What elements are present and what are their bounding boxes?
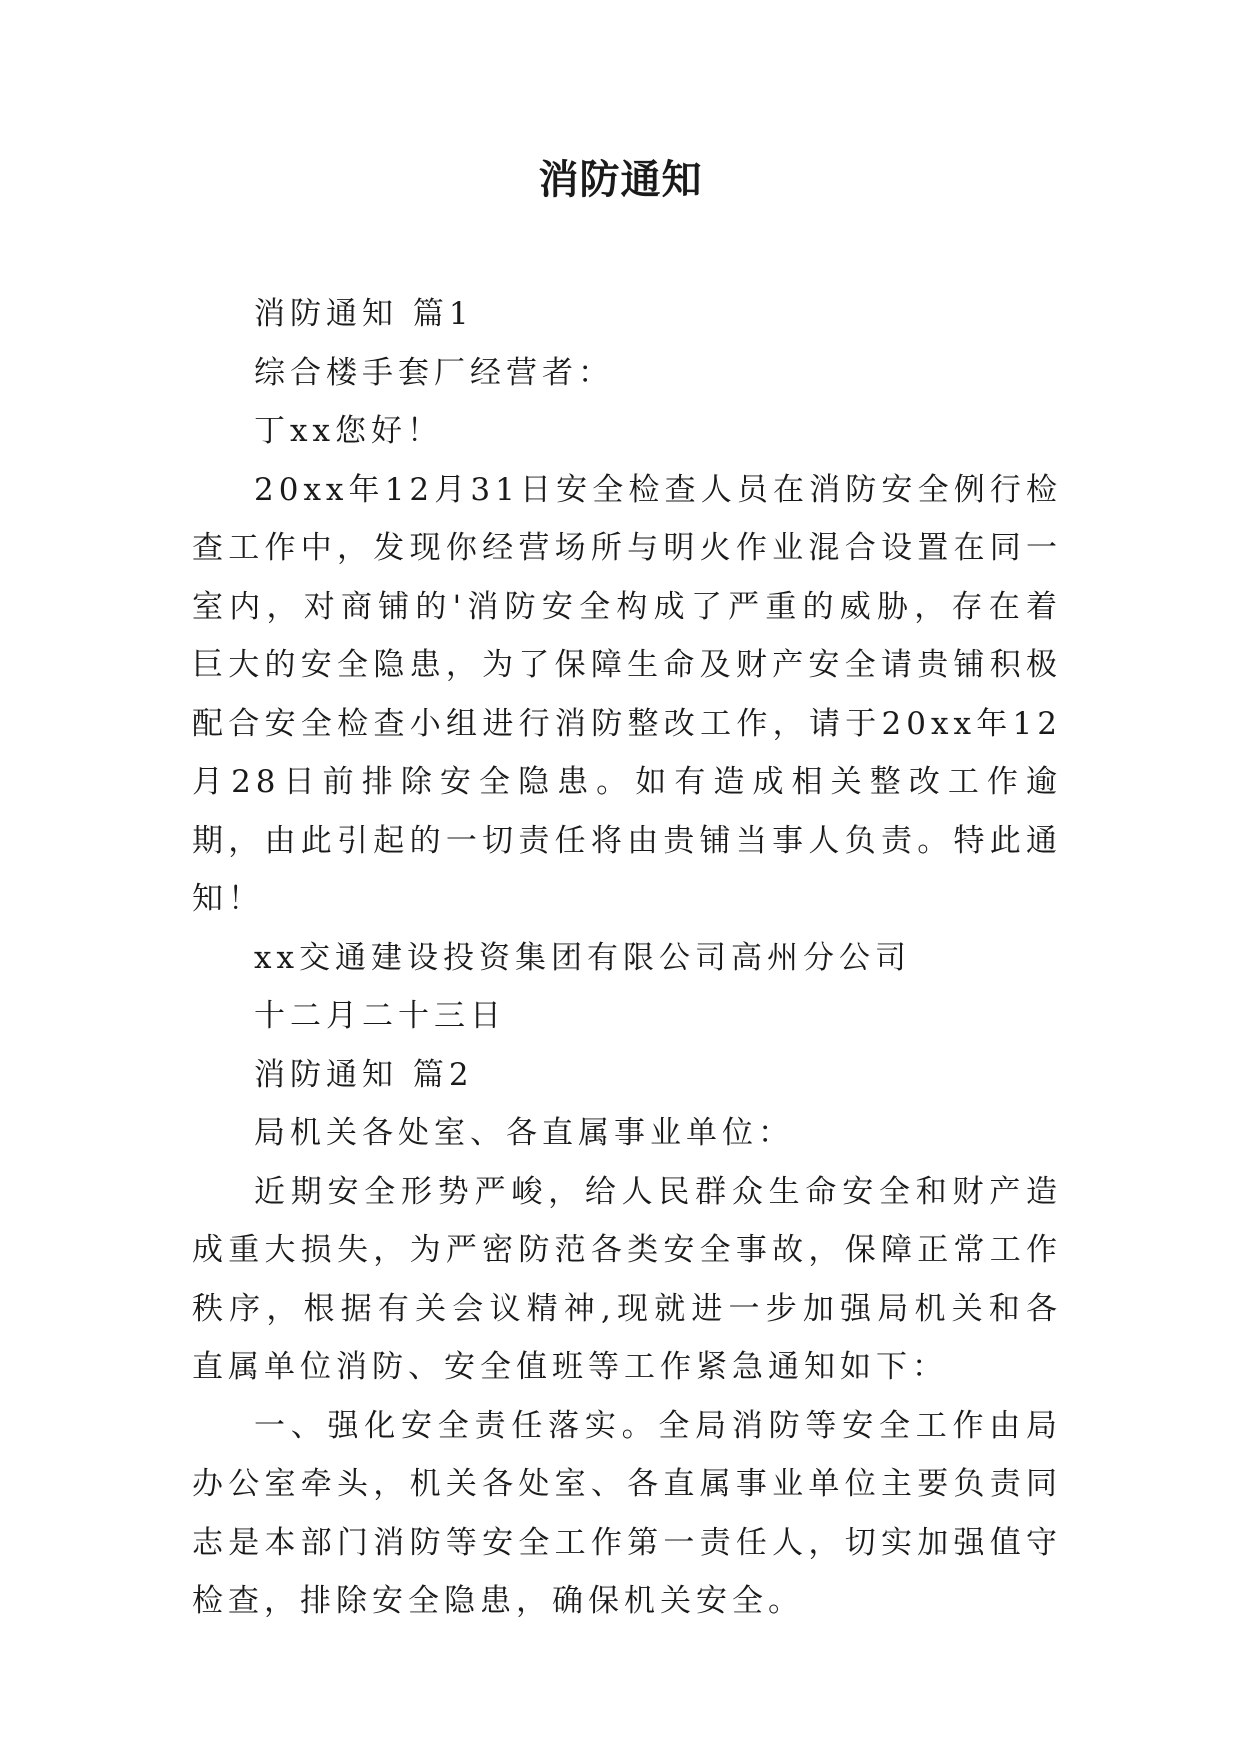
document-body <box>192 285 1062 1631</box>
document-title: 消防通知 <box>538 157 703 203</box>
notice-paragraph: 20xx年12月31日安全检查人员在消防安全例行检查工作中，发现你经营场所与明火作业混合设置在同一室内，对商铺的'消防安全构成了严重的威胁，存在着巨大的安全隐患，为了保障生命及财产安全请贵铺积极配合安全检查小组进行消防整改工作，请于20xx年12月28日前排除安全隐患。如有造成相关整改工作逾期，由此引起的一切责任将由贵铺当事人负责。特此通知！ <box>192 471 1062 917</box>
notice-intro-paragraph: 近期安全形势严峻，给人民群众生命安全和财产造成重大损失，为严密防范各类安全事故，保障正常工作秩序，根据有关会议精神,现就进一步加强局机关和各直属单位消防、安全值班等工作紧急通知如下： <box>192 1173 1062 1385</box>
salutation-recipient: 综合楼手套厂经营者： <box>254 354 614 391</box>
section-heading-1: 消防通知 篇1 <box>254 296 474 332</box>
greeting: 丁xx您好！ <box>254 413 443 449</box>
signature-organization: xx交通建设投资集团有限公司高州分公司 <box>254 939 911 976</box>
salutation-departments: 局机关各处室、各直属事业单位： <box>254 1115 794 1151</box>
section-heading-2: 消防通知 篇2 <box>254 1056 474 1093</box>
signature-date: 十二月二十三日 <box>254 998 506 1034</box>
notice-item-1: 一、强化安全责任落实。全局消防等安全工作由局办公室牵头，机关各处室、各直属事业单位主要负责同志是本部门消防等安全工作第一责任人，切实加强值守检查，排除安全隐患，确保机关安全。 <box>192 1407 1062 1619</box>
